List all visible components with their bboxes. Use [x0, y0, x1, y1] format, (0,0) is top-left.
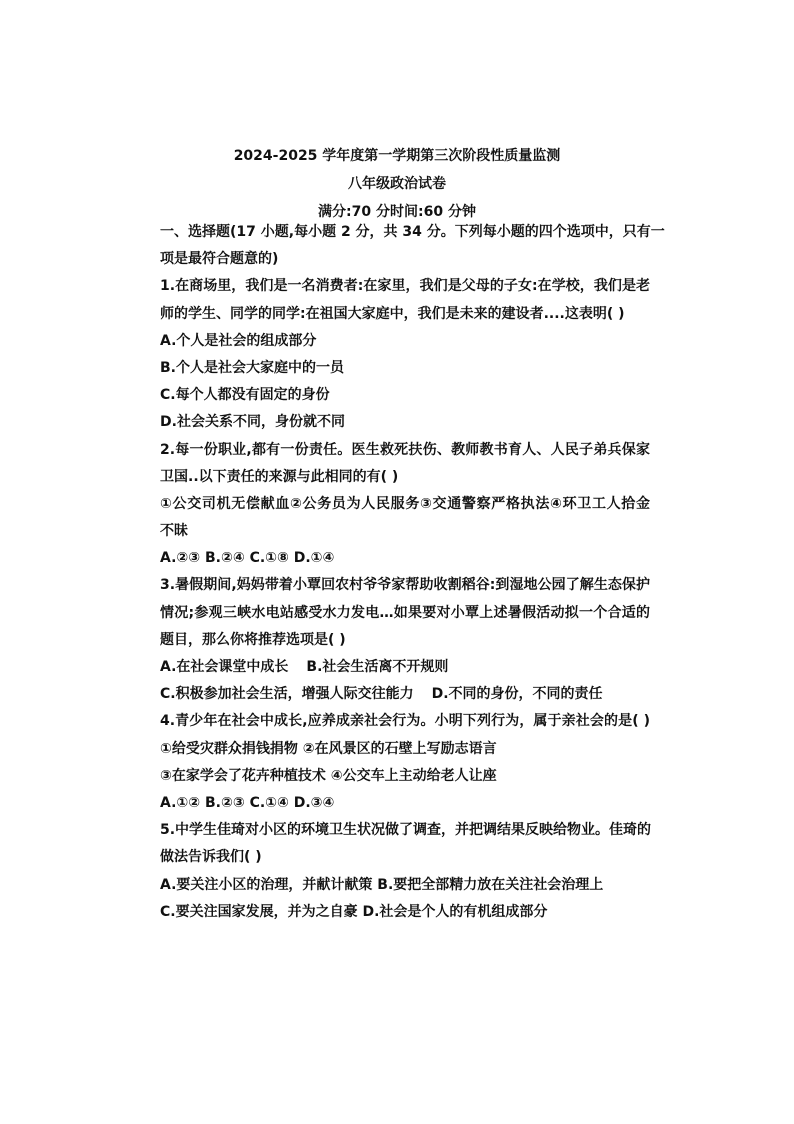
- q3-stem-cont: 情况;参观三峡水电站感受水力发电…如果要对小覃上述暑假活动拟一个合适的: [160, 604, 650, 621]
- q4-items-2: ③在家学会了花卉种植技术 ④公交车上主动给老人让座: [160, 767, 497, 784]
- q2-items: ①公交司机无偿献血②公务员为人民服务③交通警察严格执法④环卫工人拾金: [160, 495, 650, 512]
- q5-options-ab: A.要关注小区的治理，并献计献策 B.要把全部精力放在关注社会治理上: [160, 876, 604, 893]
- q2-items-cont: 不昧: [160, 523, 188, 540]
- q3-options-cd: [160, 686, 650, 713]
- q1-stem: 1.在商场里，我们是一名消费者:在家里，我们是父母的子女:在学校，我们是老: [160, 278, 650, 295]
- exam-title: 2024-2025 学年度第一学期第三次阶段性质量监测: [233, 148, 561, 164]
- section-heading-cont: 项是最符合题意的): [160, 251, 279, 268]
- q1-option-a: A.个人是社会的组成部分: [160, 332, 317, 349]
- questions: [160, 224, 665, 931]
- q3-stem-end: 题目，那么你将推荐选项是( ): [160, 631, 346, 648]
- q1-option-d: D.社会关系不同，身份就不同: [160, 414, 345, 431]
- q4-options: A.①② B.②③ C.①④ D.③④: [160, 794, 335, 811]
- q3-option-a: A.在社会课堂中成长: [160, 659, 289, 675]
- q5-options-cd: C.要关注国家发展，并为之自豪 D.社会是个人的有机组成部分: [160, 903, 548, 920]
- q5-stem-cont: 做法告诉我们( ): [160, 849, 262, 866]
- q5-stem: 5.中学生佳琦对小区的环境卫生状况做了调查，并把调结果反映给物业。佳琦的: [160, 822, 652, 839]
- score-time: 满分:70 分时间:60 分钟: [318, 204, 476, 220]
- q4-items-1: ①给受灾群众捐钱捐物 ②在风景区的石壁上写励志语言: [160, 740, 497, 757]
- q2-stem-cont: 卫国..以下责任的来源与此相同的有( ): [160, 468, 399, 485]
- q1-option-c: C.每个人都没有固定的身份: [160, 387, 330, 404]
- q1-stem-cont: 师的学生、同学的同学:在祖国大家庭中，我们是未来的建设者....这表明( ): [160, 305, 625, 322]
- q4-stem: 4.青少年在社会中成长,应养成亲社会行为。小明下列行为，属于亲社会的是( ): [160, 713, 650, 730]
- q3-option-b: B.社会生活离不开规则: [306, 659, 449, 675]
- q2-options: A.②③ B.②④ C.①⑧ D.①④: [160, 550, 335, 567]
- q3-option-c: C.积极参加社会生活，增强人际交往能力: [160, 686, 414, 703]
- q3-option-d: D.不同的身份，不同的责任: [431, 686, 603, 703]
- section-heading: 一、选择题(17 小题,每小题 2 分，共 34 分。下列每小题的四个选项中，只有一: [160, 224, 665, 240]
- q1-option-b: B.个人是社会大家庭中的一员: [160, 359, 344, 376]
- q3-options-ab: [160, 659, 650, 686]
- q3-stem: 3.暑假期间,妈妈带着小覃回农村爷爷家帮助收割稻谷:到湿地公园了解生态保护: [160, 577, 650, 594]
- exam-subtitle: 八年级政治试卷: [348, 176, 446, 192]
- q2-stem: 2.每一份职业,都有一份责任。医生救死扶伤、教师教书育人、人民子弟兵保家: [160, 441, 650, 458]
